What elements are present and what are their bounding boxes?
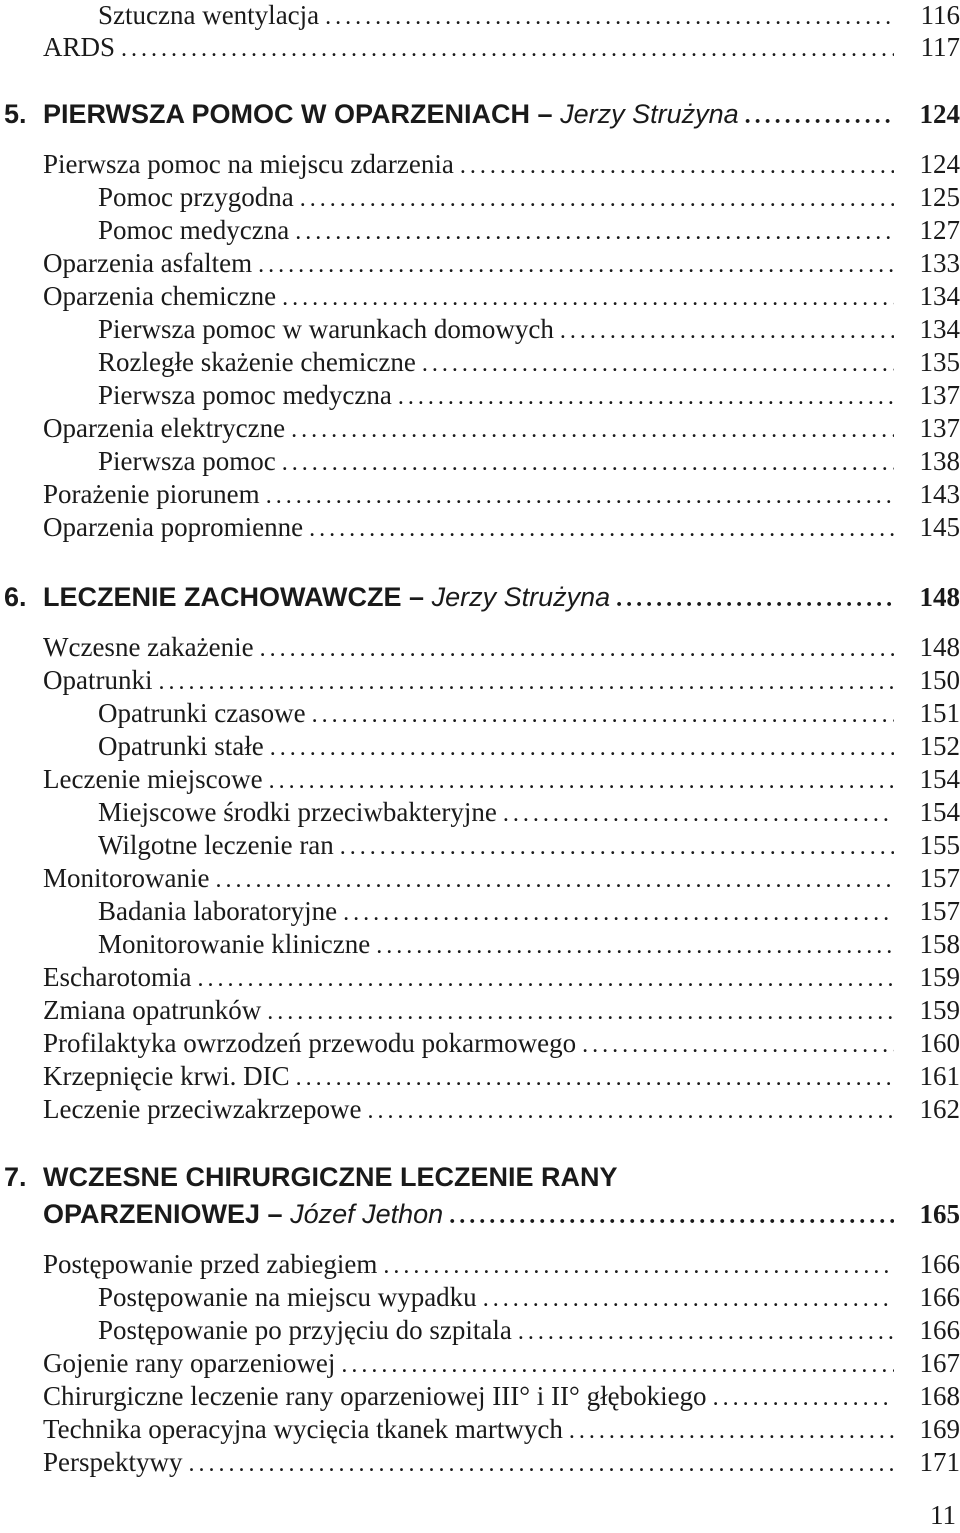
folio-page-number: 11 xyxy=(930,1500,956,1530)
dot-leader xyxy=(270,735,894,762)
dot-leader xyxy=(398,384,894,411)
entry-title: Wilgotne leczenie ran xyxy=(98,830,334,860)
entry-title: Monitorowanie kliniczne xyxy=(98,929,371,959)
dot-leader xyxy=(258,252,894,279)
dot-leader xyxy=(582,1032,894,1059)
dot-leader xyxy=(300,186,894,213)
page-number: 133 xyxy=(919,248,960,278)
entry-title: Miejscowe środki przeciwbakteryjne xyxy=(98,797,497,827)
page-number: 154 xyxy=(919,797,960,827)
entry-title: Krzepnięcie krwi. DIC xyxy=(43,1061,290,1091)
dot-leader xyxy=(282,285,894,312)
toc-entry xyxy=(98,797,960,830)
entry-title: Zmiana opatrunków xyxy=(43,995,262,1025)
entry-title: Technika operacyjna wycięcia tkanek martwych xyxy=(43,1414,563,1444)
page-number: 152 xyxy=(919,731,960,761)
entry-title: Opatrunki czasowe xyxy=(98,698,306,728)
page-number: 137 xyxy=(919,413,960,443)
entry-title: Rozległe skażenie chemiczne xyxy=(98,347,416,377)
toc-entry xyxy=(98,314,960,347)
toc-entry xyxy=(43,665,960,698)
chapter-heading xyxy=(43,99,960,132)
page-number: 168 xyxy=(919,1381,960,1411)
toc-entry xyxy=(43,1028,960,1061)
dot-leader xyxy=(341,1352,894,1379)
page-number: 127 xyxy=(919,215,960,245)
dot-leader xyxy=(215,867,894,894)
toc-entry xyxy=(98,446,960,479)
page-number: 158 xyxy=(919,929,960,959)
entry-title: Porażenie piorunem xyxy=(43,479,260,509)
toc-entry xyxy=(43,632,960,665)
entry-title: Postępowanie przed zabiegiem xyxy=(43,1249,378,1279)
page-number: 117 xyxy=(920,32,960,62)
toc-entry xyxy=(43,281,960,314)
entry-title: Wczesne zakażenie xyxy=(43,632,254,662)
dot-leader xyxy=(503,801,894,828)
toc-entry xyxy=(98,0,960,33)
page-number: 138 xyxy=(919,446,960,476)
page-number: 165 xyxy=(919,1199,960,1229)
page-number: 157 xyxy=(919,863,960,893)
dot-leader xyxy=(560,318,894,345)
entry-title: Pierwsza pomoc w warunkach domowych xyxy=(98,314,554,344)
page-number: 167 xyxy=(919,1348,960,1378)
toc-entry xyxy=(43,413,960,446)
page-number: 134 xyxy=(919,314,960,344)
entry-title: Oparzenia chemiczne xyxy=(43,281,277,311)
dot-leader xyxy=(343,900,894,927)
toc-entry xyxy=(98,830,960,863)
entry-title: Pomoc medyczna xyxy=(98,215,290,245)
dot-leader xyxy=(745,103,894,130)
toc-entry xyxy=(43,1381,960,1414)
page-number: 161 xyxy=(919,1061,960,1091)
entry-title: Postępowanie po przyjęciu do szpitala xyxy=(98,1315,512,1345)
dot-leader xyxy=(282,450,894,477)
dot-leader xyxy=(197,966,894,993)
toc-entry xyxy=(98,1282,960,1315)
toc-entry xyxy=(43,962,960,995)
dot-leader xyxy=(158,669,894,696)
page-number: 145 xyxy=(919,512,960,542)
dot-leader xyxy=(483,1286,894,1313)
toc-entry xyxy=(98,380,960,413)
toc-entry xyxy=(98,182,960,215)
dot-leader xyxy=(309,516,894,543)
dot-leader xyxy=(422,351,894,378)
page-number: 148 xyxy=(919,582,960,612)
entry-title: Gojenie rany oparzeniowej xyxy=(43,1348,336,1378)
toc-entry xyxy=(43,1414,960,1447)
chapter-number: 7. xyxy=(4,1162,27,1192)
page-number: 134 xyxy=(919,281,960,311)
dot-leader xyxy=(460,153,894,180)
page-number: 169 xyxy=(919,1414,960,1444)
toc-entry xyxy=(43,512,960,545)
chapter-heading xyxy=(43,582,960,615)
toc-entry xyxy=(98,347,960,380)
chapter-title: OPARZENIOWEJ – Józef Jethon xyxy=(43,1199,444,1229)
toc-entry xyxy=(98,731,960,764)
entry-title: Oparzenia asfaltem xyxy=(43,248,253,278)
toc-entry xyxy=(98,698,960,731)
toc-entry xyxy=(98,896,960,929)
page-number: 154 xyxy=(919,764,960,794)
dot-leader xyxy=(368,1098,894,1125)
dot-leader xyxy=(260,636,894,663)
toc-entry xyxy=(43,1348,960,1381)
toc-entry xyxy=(43,1447,960,1480)
entry-title: Chirurgiczne leczenie rany oparzeniowej III° i II° głębokiego xyxy=(43,1381,707,1411)
toc-entry xyxy=(43,1094,960,1127)
page-number: 157 xyxy=(919,896,960,926)
dot-leader xyxy=(325,4,894,31)
page-number: 155 xyxy=(919,830,960,860)
page-number: 150 xyxy=(919,665,960,695)
page-number: 148 xyxy=(919,632,960,662)
page-number: 151 xyxy=(919,698,960,728)
entry-title: Badania laboratoryjne xyxy=(98,896,338,926)
toc-entry xyxy=(98,929,960,962)
dot-leader xyxy=(376,933,894,960)
dot-leader xyxy=(713,1385,894,1412)
entry-title: Leczenie przeciwzakrzepowe xyxy=(43,1094,362,1124)
entry-title: Oparzenia popromienne xyxy=(43,512,304,542)
chapter-number: 5. xyxy=(4,99,27,129)
chapter-number: 6. xyxy=(4,582,27,612)
toc-entry xyxy=(98,215,960,248)
page-number: 116 xyxy=(920,0,960,30)
entry-title: Pierwsza pomoc na miejscu zdarzenia xyxy=(43,149,454,179)
entry-title: Leczenie miejscowe xyxy=(43,764,263,794)
toc-entry xyxy=(43,1061,960,1094)
dot-leader xyxy=(269,768,894,795)
entry-title: Pierwsza pomoc medyczna xyxy=(98,380,392,410)
entry-title: Profilaktyka owrzodzeń przewodu pokarmowego xyxy=(43,1028,577,1058)
toc-entry xyxy=(43,479,960,512)
dot-leader xyxy=(616,586,894,613)
entry-title: Opatrunki xyxy=(43,665,153,695)
toc-entry xyxy=(43,32,960,65)
page-number: 125 xyxy=(919,182,960,212)
toc-entry xyxy=(43,149,960,182)
entry-title: Pomoc przygodna xyxy=(98,182,294,212)
page-number: 124 xyxy=(919,149,960,179)
page-number: 159 xyxy=(919,995,960,1025)
entry-title: Opatrunki stałe xyxy=(98,731,264,761)
page-number: 166 xyxy=(919,1282,960,1312)
toc-entry xyxy=(43,1249,960,1282)
entry-title: Postępowanie na miejscu wypadku xyxy=(98,1282,477,1312)
page-number: 160 xyxy=(919,1028,960,1058)
dot-leader xyxy=(121,36,894,63)
entry-title: Pierwsza pomoc xyxy=(98,446,276,476)
chapter-title: LECZENIE ZACHOWAWCZE – Jerzy Strużyna xyxy=(43,582,611,612)
chapter-heading xyxy=(43,1199,960,1232)
entry-title: Monitorowanie xyxy=(43,863,210,893)
dot-leader xyxy=(312,702,894,729)
dot-leader xyxy=(449,1203,894,1230)
dot-leader xyxy=(267,999,894,1026)
dot-leader xyxy=(295,219,894,246)
page-number: 166 xyxy=(919,1249,960,1279)
toc-entry xyxy=(43,863,960,896)
dot-leader xyxy=(518,1319,894,1346)
dot-leader xyxy=(296,1065,894,1092)
page-number: 159 xyxy=(919,962,960,992)
dot-leader xyxy=(188,1451,894,1478)
page-number: 137 xyxy=(919,380,960,410)
entry-title: Oparzenia elektryczne xyxy=(43,413,286,443)
page-number: 135 xyxy=(919,347,960,377)
chapter-title-line: WCZESNE CHIRURGICZNE LECZENIE RANY xyxy=(43,1162,618,1192)
page-number: 143 xyxy=(919,479,960,509)
dot-leader xyxy=(383,1253,894,1280)
page-number: 166 xyxy=(919,1315,960,1345)
page-number: 171 xyxy=(919,1447,960,1477)
chapter-title: PIERWSZA POMOC W OPARZENIACH – Jerzy Strużyna xyxy=(43,99,739,129)
page-number: 124 xyxy=(919,99,960,129)
entry-title: Sztuczna wentylacja xyxy=(98,0,320,30)
entry-title: Perspektywy xyxy=(43,1447,183,1477)
dot-leader xyxy=(291,417,894,444)
dot-leader xyxy=(340,834,894,861)
toc-entry xyxy=(43,248,960,281)
page-number: 162 xyxy=(919,1094,960,1124)
toc-entry xyxy=(98,1315,960,1348)
toc-entry xyxy=(43,995,960,1028)
toc-entry xyxy=(43,764,960,797)
dot-leader xyxy=(569,1418,894,1445)
entry-title: Escharotomia xyxy=(43,962,192,992)
dot-leader xyxy=(266,483,894,510)
entry-title: ARDS xyxy=(43,32,116,62)
